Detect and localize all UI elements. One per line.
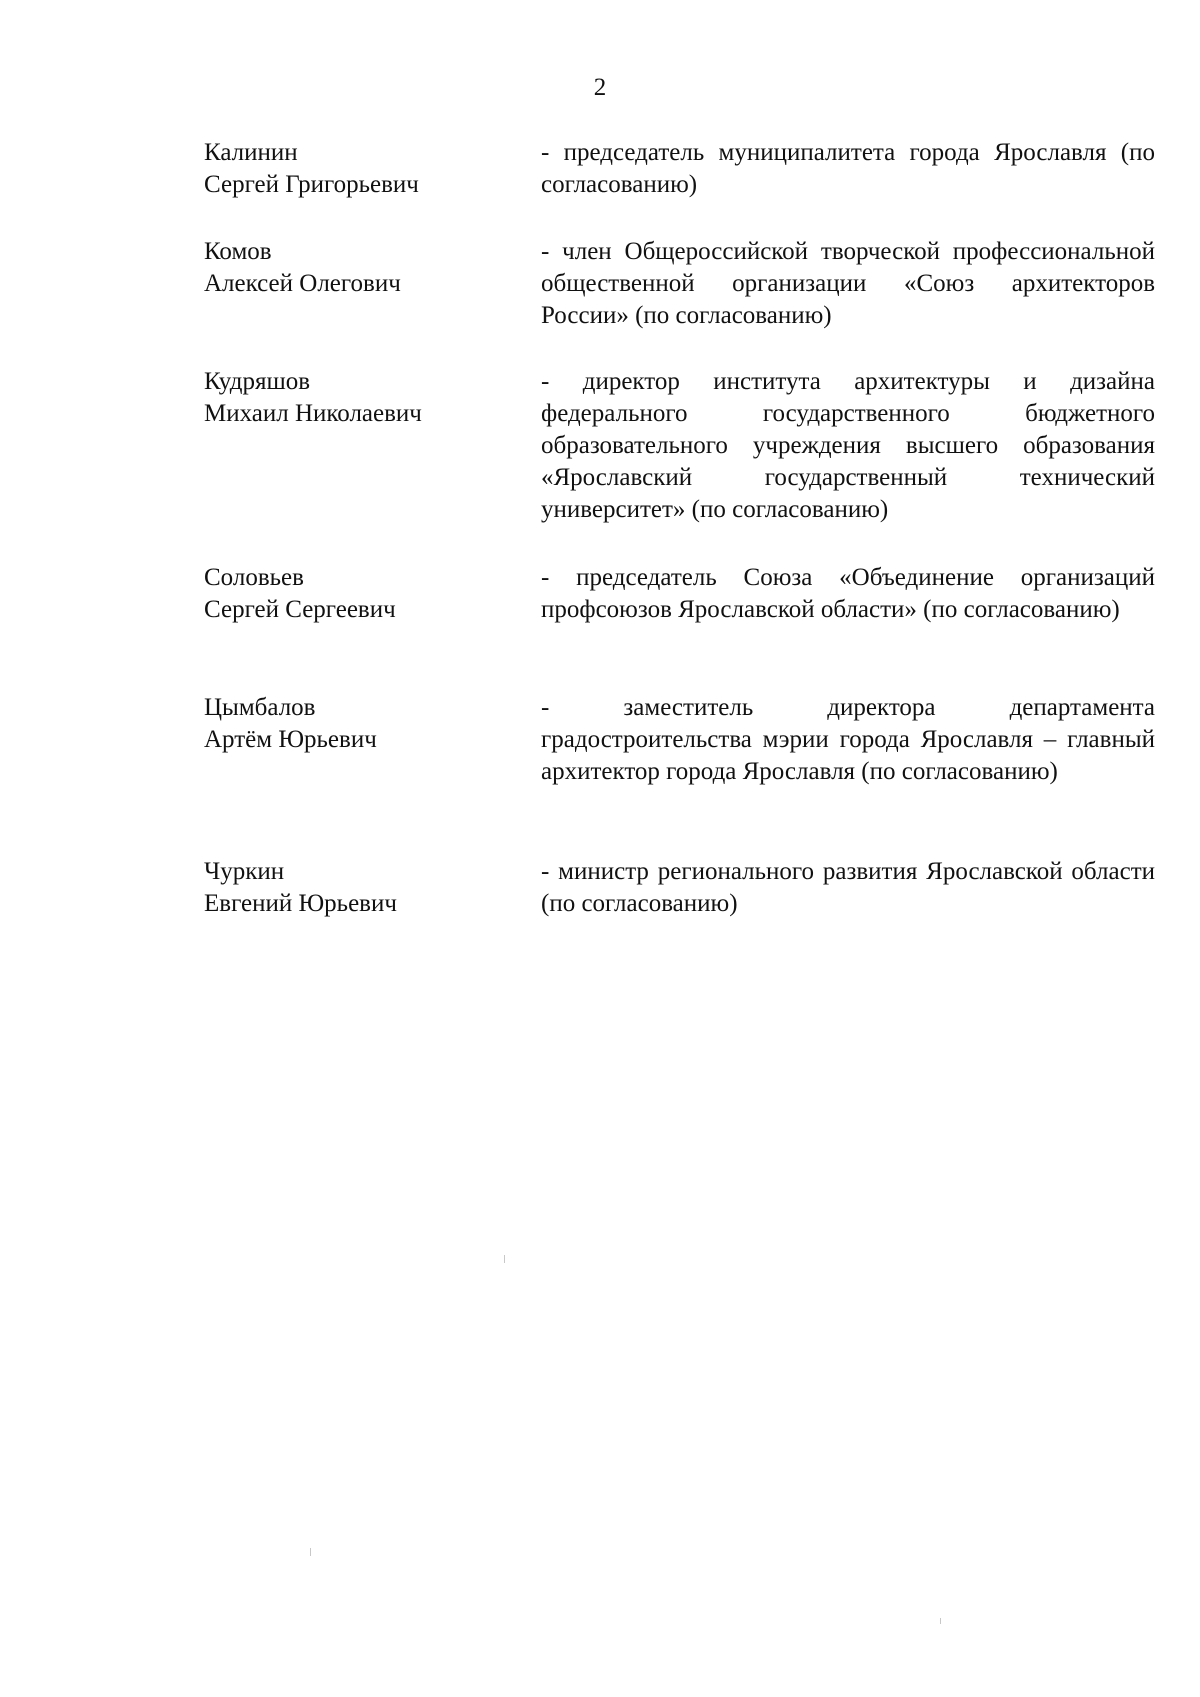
member-last-name: Кудряшов (204, 368, 310, 395)
member-role: - министр регионального развития Ярославской области (по согласованию) (541, 858, 1155, 917)
member-first-names: Михаил Николаевич (204, 400, 422, 427)
member-role: - директор института архитектуры и дизайна федерального государственного бюджетного образовательного учреждения высшего образования «Ярославский государственный технический университет» (по согласованию) (541, 368, 1155, 523)
member-name (204, 137, 504, 201)
scan-speck (940, 1618, 941, 1624)
page-number: 2 (593, 74, 607, 101)
member-role: - заместитель директора департамента градостроительства мэрии города Ярославля – главный архитектор города Ярославля (по согласованию) (541, 694, 1155, 785)
member-last-name: Соловьев (204, 564, 304, 591)
member-last-name: Цымбалов (204, 694, 316, 721)
member-name (204, 236, 504, 300)
scan-speck (310, 1548, 311, 1556)
member-last-name: Комов (204, 238, 272, 265)
member-name (204, 856, 504, 920)
member-first-names: Сергей Григорьевич (204, 171, 419, 198)
member-name (204, 366, 504, 430)
member-first-names: Евгений Юрьевич (204, 890, 397, 917)
member-role: - председатель муниципалитета города Ярославля (по согласованию) (541, 139, 1155, 198)
member-first-names: Алексей Олегович (204, 270, 401, 297)
scan-speck (504, 1255, 505, 1263)
member-role: - председатель Союза «Объединение организаций профсоюзов Ярославской области» (по согласованию) (541, 564, 1155, 623)
member-name (204, 562, 504, 626)
member-first-names: Сергей Сергеевич (204, 596, 396, 623)
member-last-name: Чуркин (204, 858, 285, 885)
member-last-name: Калинин (204, 139, 298, 166)
member-name (204, 692, 504, 756)
member-first-names: Артём Юрьевич (204, 726, 377, 753)
member-role: - член Общероссийской творческой профессиональной общественной организации «Союз архитекторов России» (по согласованию) (541, 238, 1155, 329)
